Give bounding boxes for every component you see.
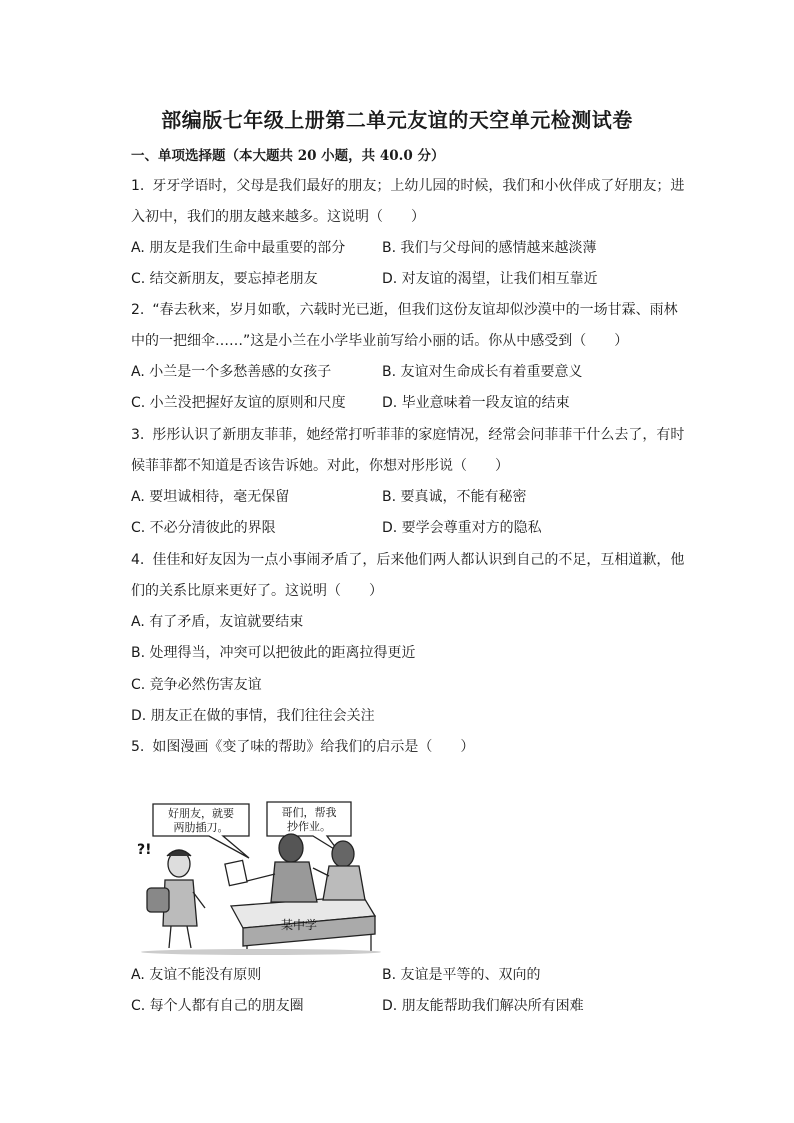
q1-option-b[interactable]: B. 我们与父母间的感情越来越淡薄 [382,240,597,256]
q4-option-d[interactable]: D. 朋友正在做的事情，我们往往会关注 [131,708,375,724]
q1-option-c[interactable]: C. 结交新朋友，要忘掉老朋友 [131,271,318,287]
q5-option-a[interactable]: A. 友谊不能没有原则 [131,967,262,983]
student-right-figure [313,841,365,900]
question-4-line-1: 4. 佳佳和好友因为一点小事闹矛盾了，后来他们两人都认识到自己的不足，互相道歉，他 [131,552,685,568]
question-2-line-1: 2. “春去秋来，岁月如歌，六载时光已逝，但我们这份友谊却似沙漠中的一场甘霖、雨林 [131,302,678,318]
q2-option-a[interactable]: A. 小兰是一个多愁善感的女孩子 [131,364,332,380]
question-1-line-2: 入初中，我们的朋友越来越多。这说明（ ） [131,209,425,225]
q3-option-c[interactable]: C. 不必分清彼此的界限 [131,520,276,536]
page-title: 部编版七年级上册第二单元友谊的天空单元检测试卷 [161,108,633,132]
question-number: 1. [131,178,145,194]
student-left-figure [147,850,205,948]
q3-option-d[interactable]: D. 要学会尊重对方的隐私 [382,520,542,536]
section-heading: 一、单项选择题（本大题共 20 小题，共 40.0 分） [131,148,445,164]
cartoon-illustration [131,796,393,956]
speech-bubble-left [153,804,249,858]
q4-option-a[interactable]: A. 有了矛盾，友谊就要结束 [131,614,304,630]
question-5-line-1: 5. 如图漫画《变了味的帮助》给我们的启示是（ ） [131,739,475,755]
q1-option-d[interactable]: D. 对友谊的渴望，让我们相互靠近 [382,271,598,287]
q2-option-b[interactable]: B. 友谊对生命成长有着重要意义 [382,364,583,380]
question-3-line-2: 候菲菲都不知道是否该告诉她。对此，你想对彤彤说（ ） [131,458,509,474]
question-number: 2. [131,302,145,318]
q4-option-b[interactable]: B. 处理得当，冲突可以把彼此的距离拉得更近 [131,645,416,661]
q4-option-c[interactable]: C. 竞争必然伤害友谊 [131,677,262,693]
bubble-left-line-2: 两肋插刀。 [173,821,229,834]
q1-option-a[interactable]: A. 朋友是我们生命中最重要的部分 [131,240,346,256]
bubble-left-line-1: 好朋友，就要 [168,807,234,820]
q2-option-c[interactable]: C. 小兰没把握好友谊的原则和尺度 [131,395,346,411]
q5-option-d[interactable]: D. 朋友能帮助我们解决所有困难 [382,998,584,1014]
question-number: 4. [131,552,145,568]
desk-label: 某中学 [281,918,318,932]
question-number: 3. [131,427,145,443]
q5-option-c[interactable]: C. 每个人都有自己的朋友圈 [131,998,304,1014]
desk [231,896,375,954]
question-number: 5. [131,739,145,755]
question-4-line-2: 们的关系比原来更好了。这说明（ ） [131,583,383,599]
floor-shadow [141,949,381,955]
exclaim-mark: ?! [137,842,152,858]
bubble-right-line-2: 抄作业。 [287,820,331,833]
q3-option-b[interactable]: B. 要真诚，不能有秘密 [382,489,527,505]
student-middle-figure [225,834,317,902]
question-2-line-2: 中的一把细伞……”这是小兰在小学毕业前写给小丽的话。你从中感受到（ ） [131,333,629,349]
question-3-line-1: 3. 彤彤认识了新朋友菲菲，她经常打听菲菲的家庭情况，经常会问菲菲干什么去了，有时 [131,427,685,443]
q3-option-a[interactable]: A. 要坦诚相待，毫无保留 [131,489,290,505]
q5-option-b[interactable]: B. 友谊是平等的、双向的 [382,967,541,983]
q2-option-d[interactable]: D. 毕业意味着一段友谊的结束 [382,395,570,411]
question-1-line-1: 1. 牙牙学语时，父母是我们最好的朋友；上幼儿园的时候，我们和小伙伴成了好朋友；进 [131,178,685,194]
bubble-right-line-1: 哥们，帮我 [281,806,337,819]
